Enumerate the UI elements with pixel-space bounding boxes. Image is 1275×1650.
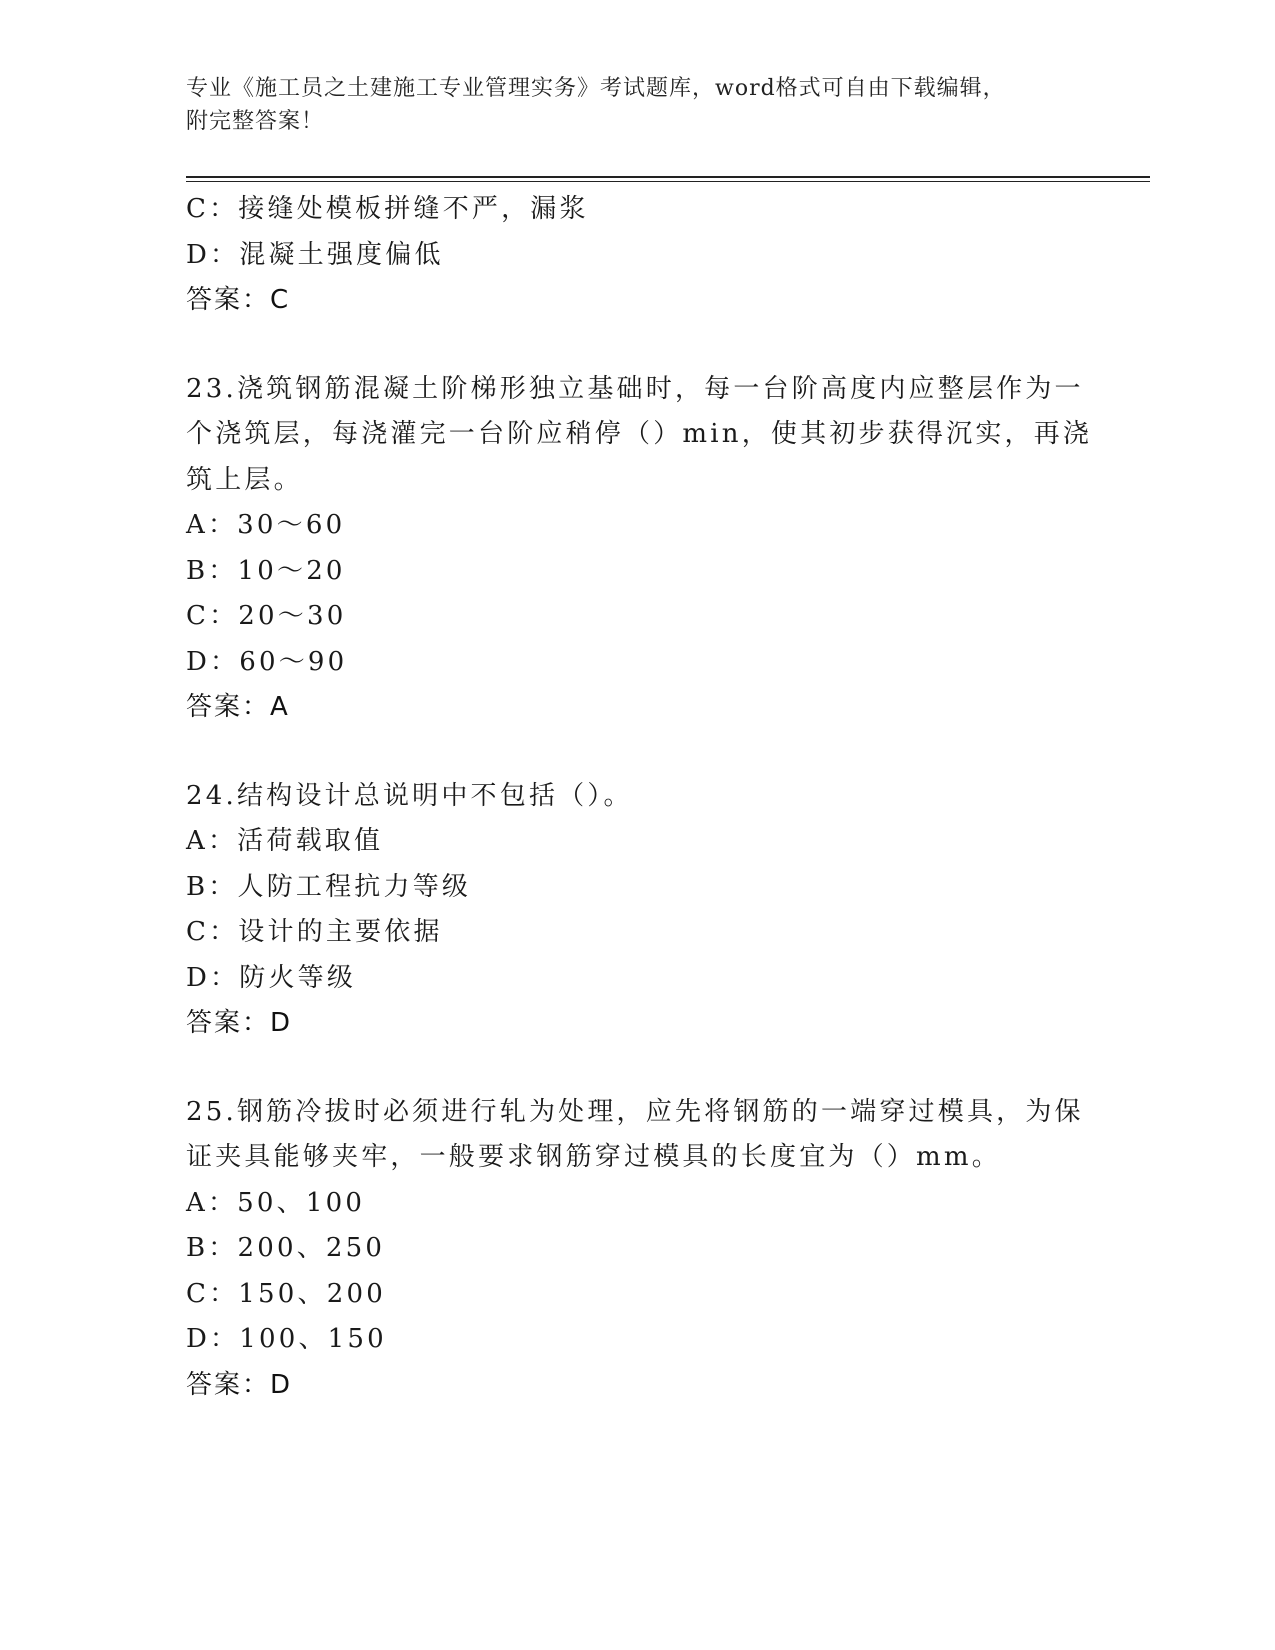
question-22-continued	[186, 187, 1086, 324]
question-stem-line: 23.浇筑钢筋混凝土阶梯形独立基础时，每一台阶高度内应整层作为一	[186, 373, 1084, 404]
option-d: D：100、150	[186, 1324, 387, 1354]
option-c: C：150、200	[186, 1278, 386, 1309]
option-d: D：防火等级	[186, 962, 357, 993]
option-d: D：混凝土强度偏低	[186, 239, 444, 270]
header-line-1: 专业《施工员之土建施工专业管理实务》考试题库，word格式可自由下载编辑，	[186, 76, 1006, 101]
header-line-2: 附完整答案！	[186, 109, 325, 134]
question-25	[186, 1090, 1086, 1409]
option-b: B：人防工程抗力等级	[186, 871, 472, 902]
question-stem-line: 24.结构设计总说明中不包括（）。	[186, 780, 633, 811]
spacer	[186, 324, 1086, 367]
option-a: A：50、100	[186, 1187, 366, 1218]
answer-line: 答案：C	[186, 285, 291, 315]
option-c: C：接缝处模板拼缝不严，漏浆	[186, 194, 589, 224]
question-stem-line: 筑上层。	[186, 464, 303, 495]
option-a: A：活荷载取值	[186, 826, 384, 856]
option-a: A：30～60	[186, 510, 346, 540]
header-divider-thin	[186, 181, 1150, 182]
header-divider-thick	[186, 176, 1150, 178]
question-stem-line: 个浇筑层，每浇灌完一台阶应稍停（）min，使其初步获得沉实，再浇	[186, 419, 1093, 449]
spacer	[186, 1047, 1086, 1090]
question-stem-line: 25.钢筋冷拔时必须进行轧为处理，应先将钢筋的一端穿过模具，为保	[186, 1096, 1084, 1127]
option-b: B：200、250	[186, 1233, 386, 1263]
option-c: C：设计的主要依据	[186, 917, 443, 947]
option-c: C：20～30	[186, 601, 347, 631]
option-d: D：60～90	[186, 646, 348, 677]
question-list	[186, 187, 1093, 1408]
question-stem-line: 证夹具能够夹牢，一般要求钢筋穿过模具的长度宜为（）mm。	[186, 1142, 1001, 1172]
answer-line: 答案：D	[186, 1369, 293, 1400]
document-header	[186, 72, 1086, 138]
question-24	[186, 774, 1086, 1047]
answer-line: 答案：D	[186, 1008, 293, 1038]
question-23	[186, 367, 1093, 731]
option-b: B：10～20	[186, 555, 346, 586]
answer-line: 答案：A	[186, 692, 290, 722]
spacer	[186, 731, 1086, 774]
